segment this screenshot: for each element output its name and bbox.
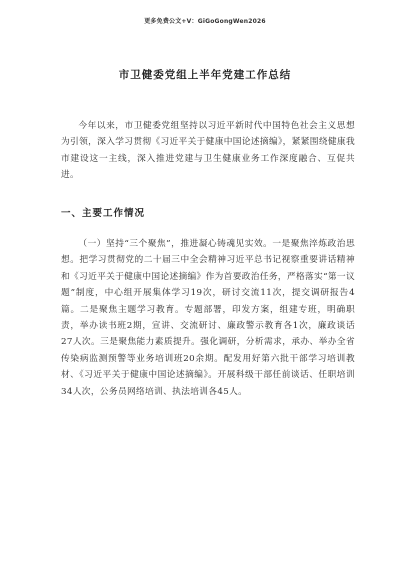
document-title: 市卫健委党组上半年党建工作总结: [118, 69, 292, 81]
intro-paragraph: 今年以来，市卫健委党组坚持以习近平新时代中国特色社会主义思想为引领，深入学习贯彻《习近平关于健康中国论述摘编》，紧紧围绕健康我市建设这一主线，深入推进党建与卫生健康业务工作深度融合、互促共进。: [61, 121, 355, 181]
section-paragraph: （一）坚持“三个聚焦”，推进凝心铸魂见实效。一是聚焦淬炼政治思想。把学习贯彻党的二十届三中全会精神习近平总书记视察重要讲话精神和《习近平关于健康中国论述摘编》作为首要政治任务，严格落实“第一议题”制度，中心组开展集体学习19次，研讨交流11次，提交调研报告4篇。二是聚焦主题学习教育。专题部署，印发方案，组建专班，明确职责，举办读书班2期，宣讲、交流研讨、廉政警示教育各1次，廉政谈话27人次。三是聚焦能力素质提升。强化调研，分析需求，承办、举办全省传染病监测预警等业务培训班20余期。配发用好第六批干部学习培训教材、《习近平关于健康中国论述摘编》。开展科级干部任前谈话、任职培训34人次，公务员网络培训、执法培训各45人。: [61, 239, 355, 397]
header-note: 更多免费公文+V：GiGoGongWen2026: [144, 18, 266, 25]
section-heading: 一、主要工作情况: [61, 208, 146, 219]
